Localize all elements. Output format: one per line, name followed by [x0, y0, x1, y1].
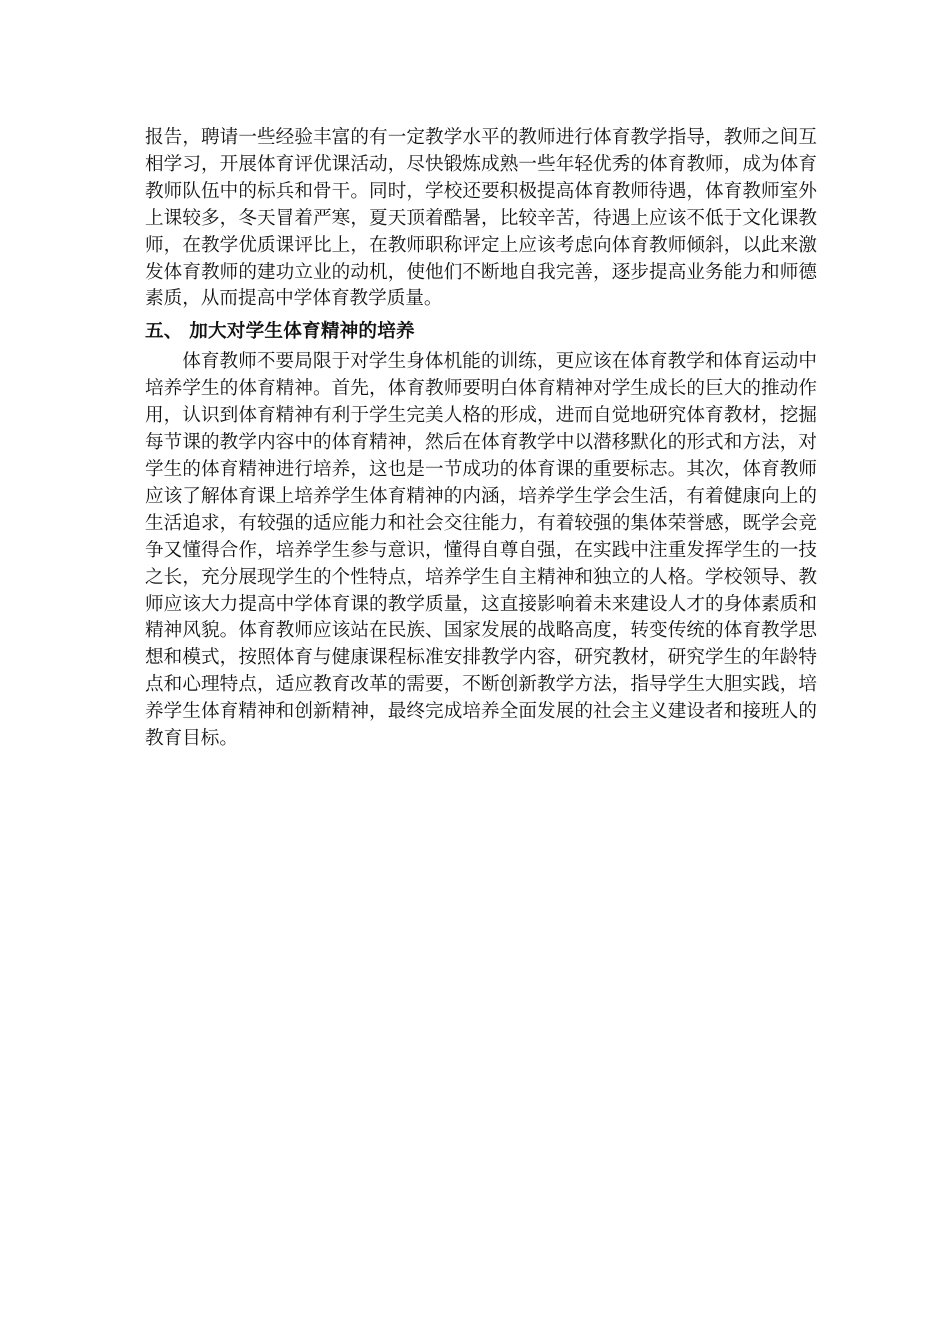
document-page: [145, 125, 817, 753]
body-paragraph-continued: 报告，聘请一些经验丰富的有一定教学水平的教师进行体育教学指导，教师之间互相学习，开展体育评优课活动，尽快锻炼成熟一些年轻优秀的体育教师，成为体育教师队伍中的标兵和骨干。同时，学校还要积极提高体育教师待遇，体育教师室外上课较多，冬天冒着严寒，夏天顶着酷暑，比较辛苦，待遇上应该不低于文化课教师，在教学优质课评比上，在教师职称评定上应该考虑向体育教师倾斜，以此来激发体育教师的建功立业的动机，使他们不断地自我完善，逐步提高业务能力和师德素质，从而提高中学体育教学质量。: [145, 127, 817, 310]
section-heading: 五、 加大对学生体育精神的培养: [145, 321, 415, 343]
body-paragraph: 体育教师不要局限于对学生身体机能的训练，更应该在体育教学和体育运动中培养学生的体育精神。首先，体育教师要明白体育精神对学生成长的巨大的推动作用，认识到体育精神有利于学生完美人格的形成，进而自觉地研究体育教材，挖掘每节课的教学内容中的体育精神，然后在体育教学中以潜移默化的形式和方法，对学生的体育精神进行培养，这也是一节成功的体育课的重要标志。其次，体育教师应该了解体育课上培养学生体育精神的内涵，培养学生学会生活，有着健康向上的生活追求，有较强的适应能力和社会交往能力，有着较强的集体荣誉感，既学会竞争又懂得合作，培养学生参与意识，懂得自尊自强，在实践中注重发挥学生的一技之长，充分展现学生的个性特点，培养学生自主精神和独立的人格。学校领导、教师应该大力提高中学体育课的教学质量，这直接影响着未来建设人才的身体素质和精神风貌。体育教师应该站在民族、国家发展的战略高度，转变传统的体育教学思想和模式，按照体育与健康课程标准安排教学内容，研究教材，研究学生的年龄特点和心理特点，适应教育改革的需要，不断创新教学方法，指导学生大胆实践，培养学生体育精神和创新精神，最终完成培养全面发展的社会主义建设者和接班人的教育目标。: [145, 351, 817, 750]
